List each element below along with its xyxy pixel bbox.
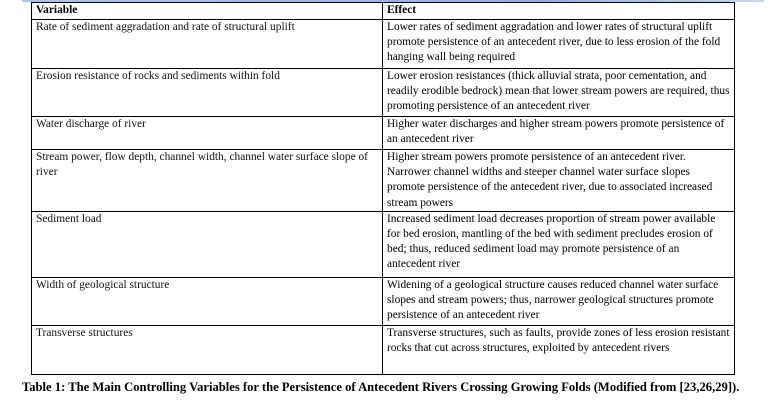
effect-cell: Higher water discharges and higher stream powers promote persistence of an antecedent river bbox=[383, 117, 735, 150]
effect-cell: Lower rates of sediment aggradation and lower rates of structural uplift promote persistence of an antecedent river, due to less erosion of the fold hanging wall being required bbox=[383, 20, 735, 69]
variable-cell: Erosion resistance of rocks and sediments within fold bbox=[32, 69, 383, 117]
variable-cell: Sediment load bbox=[32, 211, 383, 277]
variable-cell: Transverse structures bbox=[32, 325, 383, 374]
table-row bbox=[32, 20, 735, 69]
table-row bbox=[32, 150, 735, 212]
header-variable: Variable bbox=[32, 3, 383, 20]
table-header-row bbox=[32, 3, 735, 20]
effect-cell: Widening of a geological structure causes reduced channel water surface slopes and stream powers; thus, narrower geological structures promote persistence of an antecedent river bbox=[383, 277, 735, 325]
table-row bbox=[32, 117, 735, 150]
controlling-variables-table bbox=[31, 2, 735, 375]
table-row bbox=[32, 277, 735, 325]
effect-cell: Higher stream powers promote persistence of an antecedent river. Narrower channel widths and steeper channel water surface slopes promote persistence of the antecedent river, due to associated increased stream powers bbox=[383, 150, 735, 212]
table-row bbox=[32, 69, 735, 117]
table-row bbox=[32, 325, 735, 374]
effect-cell: Transverse structures, such as faults, provide zones of less erosion resistant rocks that cut across structures, exploited by antecedent rivers bbox=[383, 325, 735, 374]
effect-cell: Increased sediment load decreases proportion of stream power available for bed erosion, mantling of the bed with sediment precludes erosion of bed; thus, reduced sediment load may promote persistence of an antecedent river bbox=[383, 211, 735, 277]
variable-cell: Stream power, flow depth, channel width, channel water surface slope of river bbox=[32, 150, 383, 212]
header-effect: Effect bbox=[383, 3, 735, 20]
variable-cell: Width of geological structure bbox=[32, 277, 383, 325]
variable-cell: Rate of sediment aggradation and rate of structural uplift bbox=[32, 20, 383, 69]
variable-cell: Water discharge of river bbox=[32, 117, 383, 150]
effect-cell: Lower erosion resistances (thick alluvial strata, poor cementation, and readily erodible bedrock) mean that lower stream powers are required, thus promoting persistence of an antecedent river bbox=[383, 69, 735, 117]
table-row bbox=[32, 211, 735, 277]
table-caption: Table 1: The Main Controlling Variables for the Persistence of Antecedent Rivers Crossing Growing Folds (Modified from [23,26,29]). bbox=[22, 380, 740, 394]
